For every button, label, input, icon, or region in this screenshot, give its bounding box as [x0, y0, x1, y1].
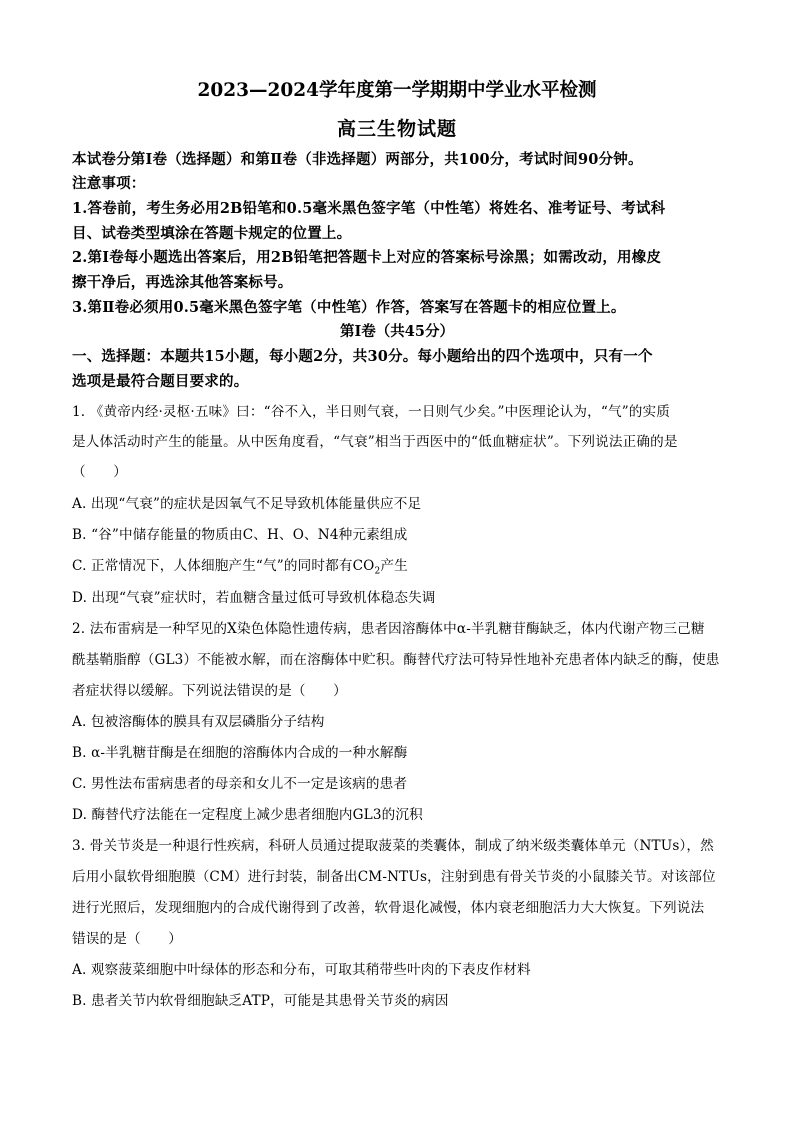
q2-option-a: A. 包被溶酶体的膜具有双层磷脂分子结构 — [72, 714, 325, 730]
q1-option-c-text: C. 正常情况下，人体细胞产生“气”的同时都有CO — [72, 558, 375, 574]
q2-option-b: B. α-半乳糖苷酶是在细胞的溶酶体内合成的一种水解酶 — [72, 745, 408, 761]
q1-option-c-subscript: 2 — [374, 566, 381, 577]
exam-title: 2023—2024学年度第一学期期中学业水平检测 — [197, 80, 597, 101]
section-instruction-line-2: 选项是最符合题目要求的。 — [72, 373, 249, 390]
q3-option-a: A. 观察菠菜细胞中叶绿体的形态和分布，可取其稍带些叶肉的下表皮作材料 — [72, 962, 531, 978]
note-1-line-2: 目、试卷类型填涂在答题卡规定的位置上。 — [72, 225, 352, 242]
exam-description: 本试卷分第Ⅰ卷（选择题）和第Ⅱ卷（非选择题）两部分，共100分，考试时间90分钟。 — [72, 151, 643, 168]
q3-stem-line-2: 后用小鼠软骨细胞膜（CM）进行封装，制备出CM-NTUs，注射到患有骨关节炎的小鼠膝关节。对该部位 — [72, 869, 716, 885]
section-heading: 第Ⅰ卷（共45分） — [340, 323, 454, 340]
notes-title: 注意事项： — [72, 175, 146, 192]
q2-stem-line-3: 者症状得以缓解。下列说法错误的是（ ） — [72, 683, 347, 699]
q1-stem-line-3: （ ） — [72, 464, 127, 480]
note-1-line-1: 1.答卷前，考生务必用2B铅笔和0.5毫米黑色签字笔（中性笔）将姓名、准考证号、考试科 — [72, 200, 666, 217]
q1-option-a: A. 出现“气衰”的症状是因氧气不足导致机体能量供应不足 — [72, 496, 422, 512]
q2-option-c: C. 男性法布雷病患者的母亲和女儿不一定是该病的患者 — [72, 776, 408, 792]
q3-stem-line-4: 错误的是（ ） — [72, 931, 182, 947]
q1-option-d: D. 出现“气衰”症状时，若血糖含量过低可导致机体稳态失调 — [72, 590, 436, 606]
q1-option-c-tail: 产生 — [380, 558, 408, 574]
exam-subtitle: 高三生物试题 — [336, 118, 457, 140]
note-2-line-2: 擦干净后，再选涂其他答案标号。 — [72, 274, 293, 291]
q3-option-b: B. 患者关节内软骨细胞缺乏ATP，可能是其患骨关节炎的病因 — [72, 993, 449, 1009]
note-2-line-1: 2.第Ⅰ卷每小题选出答案后，用2B铅笔把答题卡上对应的答案标号涂黑；如需改动，用橡皮 — [72, 249, 662, 266]
q1-stem-line-2: 是人体活动时产生的能量。从中医角度看，“气衰”相当于西医中的“低血糖症状”。下列说法正确的是 — [72, 434, 678, 450]
q2-stem-line-1: 2. 法布雷病是一种罕见的X染色体隐性遗传病，患者因溶酶体中α-半乳糖苷酶缺乏，体内代谢产物三己糖 — [72, 621, 705, 637]
q1-stem-line-1: 1. 《黄帝内经·灵枢·五味》曰：“谷不入，半日则气衰，一日则气少矣。”中医理论认为，“气”的实质 — [72, 404, 671, 420]
q3-stem-line-1: 3. 骨关节炎是一种退行性疾病，科研人员通过提取菠菜的类囊体，制成了纳米级类囊体单元（NTUs），然 — [72, 838, 714, 854]
q3-stem-line-3: 进行光照后，发现细胞内的合成代谢得到了改善，软骨退化减慢，体内衰老细胞活力大大恢复。下列说法 — [72, 900, 705, 916]
q1-option-b: B. “谷”中储存能量的物质由C、H、O、N4种元素组成 — [72, 527, 408, 543]
note-3: 3.第Ⅱ卷必须用0.5毫米黑色签字笔（中性笔）作答，答案写在答题卡的相应位置上。 — [72, 299, 626, 316]
q1-option-c — [72, 554, 408, 577]
q2-option-d: D. 酶替代疗法能在一定程度上减少患者细胞内GL3的沉积 — [72, 807, 423, 823]
q2-stem-line-2: 酰基鞘脂醇（GL3）不能被水解，而在溶酶体中贮积。酶替代疗法可特异性地补充患者体内缺乏的酶，使患 — [72, 652, 720, 668]
section-instruction-line-1: 一、选择题：本题共15小题，每小题2分，共30分。每小题给出的四个选项中，只有一个 — [72, 348, 653, 365]
